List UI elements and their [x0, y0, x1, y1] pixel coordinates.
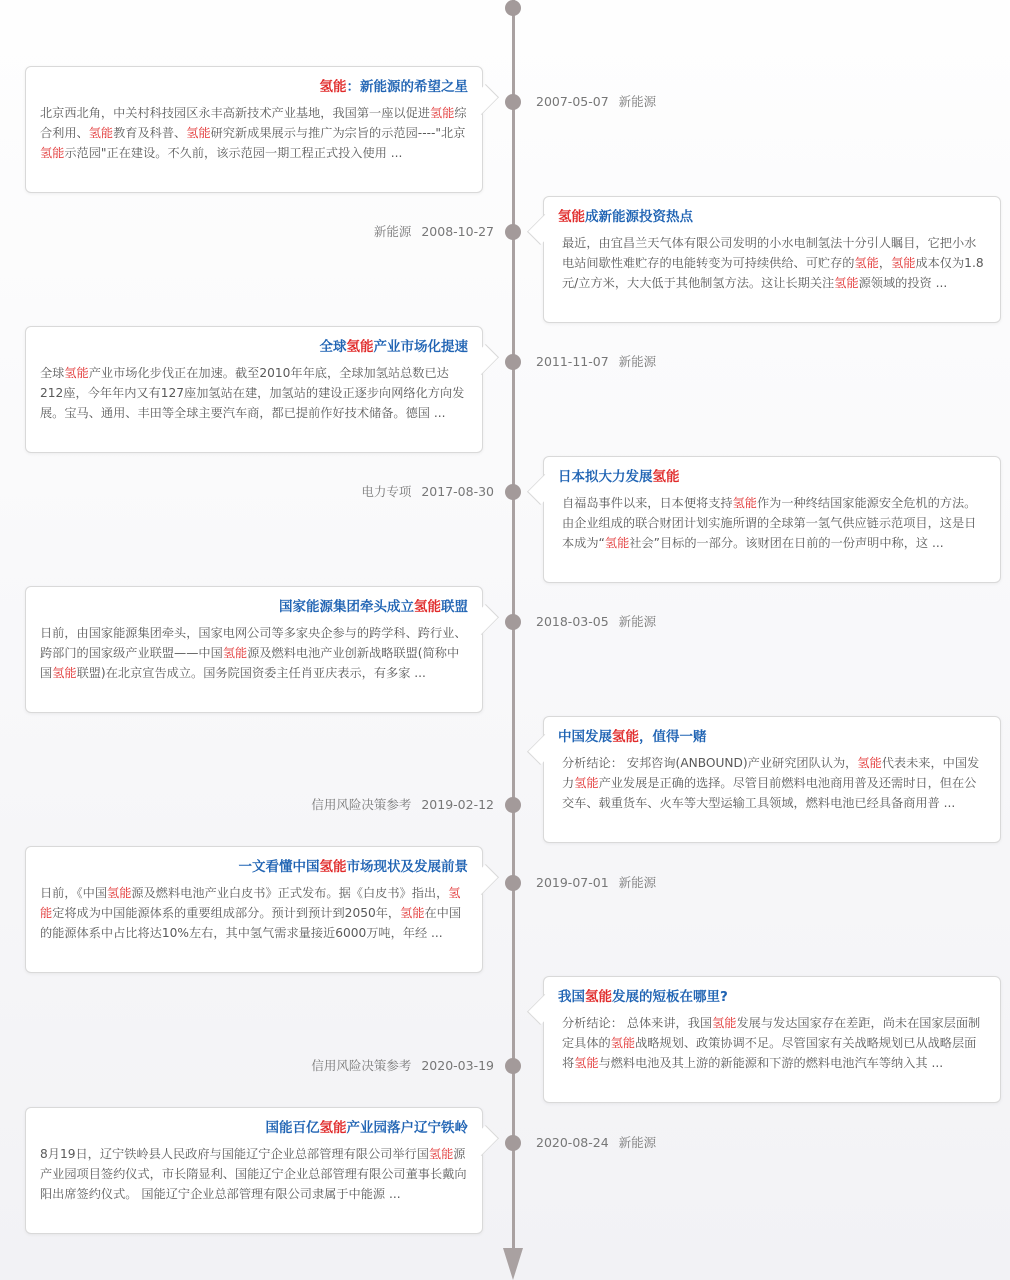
article-meta: [351, 484, 494, 500]
timeline-card[interactable]: [543, 456, 1001, 583]
keyword-highlight: 氢能: [712, 1016, 737, 1030]
text-run: 一文看懂中国: [238, 859, 320, 875]
article-title-link[interactable]: [40, 337, 468, 357]
text-run: 社会”目标的一部分。该财团在日前的一份声明中称，这 ...: [629, 536, 944, 550]
article-date: 2020-03-19: [421, 1058, 494, 1073]
text-run: 在中国的能源体系中占比将达10%左右，其中氢气需求量接近6000万吨，年经 ...: [40, 906, 462, 940]
article-title-link[interactable]: [40, 857, 468, 877]
article-meta: [536, 354, 666, 370]
article-source: 新能源: [618, 94, 657, 109]
text-run: 教育及科普、: [113, 126, 187, 140]
summary-text: [40, 106, 467, 160]
keyword-highlight: 氢能: [414, 599, 441, 615]
keyword-highlight: 氢能: [604, 536, 630, 550]
title-segment: [239, 859, 469, 875]
title-segment: [320, 339, 469, 355]
article-source: 信用风险决策参考: [311, 1058, 412, 1073]
text-run: 发展与发达国家存在差距，尚未在国家层面制定具体的: [562, 1016, 981, 1050]
keyword-highlight: 氢能: [64, 366, 89, 380]
summary-text: [40, 626, 467, 680]
title-segment: [279, 599, 468, 615]
timeline-dot: [505, 354, 521, 370]
keyword-highlight: 氢能: [346, 339, 374, 355]
article-meta: [536, 614, 666, 630]
text-run: 分析结论： 总体来讲，我国: [562, 1016, 713, 1030]
article-source: 新能源: [618, 614, 657, 629]
summary-text: [562, 496, 976, 550]
timeline-dot: [505, 224, 521, 240]
timeline-card[interactable]: [25, 66, 483, 193]
article-source: 新能源: [618, 1135, 657, 1150]
article-summary: [40, 623, 468, 703]
timeline-dot: [505, 484, 521, 500]
article-date: 2019-07-01: [536, 875, 609, 890]
text-run: 我国: [558, 989, 585, 1005]
text-run: ：新能源的希望之星: [346, 79, 468, 95]
article-summary: [558, 753, 986, 833]
title-segment: [558, 469, 680, 485]
summary-text: [40, 1147, 467, 1201]
summary-text: [40, 886, 461, 940]
text-run: 源及燃料电池产业白皮书》正式发布。据《白皮书》指出，: [131, 886, 449, 900]
text-run: 产业园落户辽宁铁岭: [346, 1120, 468, 1136]
article-source: 电力专项: [361, 484, 412, 499]
text-run: ，值得一赌: [639, 729, 707, 745]
title-segment: [558, 729, 707, 745]
keyword-highlight: 氢能: [585, 989, 612, 1005]
text-run: 日前，由国家能源集团牵头，国家电网公司等多家央企参与的跨学科、跨行业、跨部门的国家级产业联盟——中国: [40, 626, 467, 660]
keyword-highlight: 氢能: [732, 496, 757, 510]
text-run: 联盟: [441, 599, 468, 615]
timeline-dot: [505, 1135, 521, 1151]
keyword-highlight: 氢能: [400, 906, 425, 920]
keyword-highlight: 氢能: [430, 106, 455, 120]
text-run: 8月19日，辽宁铁岭县人民政府与国能辽宁企业总部管理有限公司举行国: [40, 1147, 429, 1161]
article-title-link[interactable]: [40, 1118, 468, 1138]
text-run: 定将成为中国能源体系的重要组成部分。预计到预计到2050年，: [52, 906, 401, 920]
title-segment: [558, 989, 728, 1005]
article-meta: [536, 1135, 666, 1151]
text-run: 国能百亿: [265, 1120, 320, 1136]
keyword-highlight: 氢能: [574, 1056, 599, 1070]
text-run: 产业市场化步伐正在加速。截至2010年年底，全球加氢站总数已达212座，今年年内又有127座加氢站在建，加氢站的建设正逐步向网络化方向发展。宝马、通用、丰田等全球主要汽车商，都已提前作好技术储备。德国 ...: [40, 366, 465, 420]
timeline-card[interactable]: [25, 586, 483, 713]
keyword-highlight: 氢能: [40, 146, 65, 160]
text-run: 示范园"正在建设。不久前，该示范园一期工程正式投入使用 ...: [64, 146, 403, 160]
article-source: 新能源: [373, 224, 412, 239]
article-title-link[interactable]: [558, 207, 986, 227]
article-summary: [40, 883, 468, 963]
timeline-dot: [505, 94, 521, 110]
article-title-link[interactable]: [558, 727, 986, 747]
text-run: 最近，由宜昌兰天气体有限公司发明的小水电制氢法十分引人瞩目，它把小水电站间歇性难贮存的电能转变为可持续供给、可贮存的: [562, 236, 977, 270]
timeline-dot: [505, 797, 521, 813]
text-run: 发展的短板在哪里?: [612, 989, 728, 1005]
keyword-highlight: 氢能: [319, 859, 347, 875]
article-summary: [40, 1144, 468, 1224]
article-date: 2020-08-24: [536, 1135, 609, 1150]
text-run: 成本仅为1.8元/立方米，大大低于其他制氢方法。这让长期关注: [562, 256, 984, 290]
timeline-card[interactable]: [25, 1107, 483, 1234]
timeline-start-dot: [505, 0, 521, 16]
article-meta: [301, 797, 494, 813]
article-meta: [536, 94, 666, 110]
keyword-highlight: 氢能: [186, 126, 211, 140]
text-run: 全球: [40, 366, 65, 380]
article-date: 2011-11-07: [536, 354, 609, 369]
article-title-link[interactable]: [558, 987, 986, 1007]
keyword-highlight: 氢能: [652, 469, 680, 485]
article-summary: [558, 493, 986, 573]
article-date: 2008-10-27: [421, 224, 494, 239]
text-run: ，: [878, 256, 892, 270]
keyword-highlight: 氢能: [319, 1120, 347, 1136]
text-run: 综合利用、: [40, 106, 467, 140]
text-run: 联盟)在北京宣告成立。国务院国资委主任肖亚庆表示，有多家 ...: [76, 666, 426, 680]
article-meta: [364, 224, 494, 240]
article-meta: [301, 1058, 494, 1074]
keyword-highlight: 氢能: [612, 729, 639, 745]
text-run: 源及燃料电池产业创新战略联盟(简称中国: [40, 646, 460, 680]
article-date: 2017-08-30: [421, 484, 494, 499]
article-source: 信用风险决策参考: [311, 797, 412, 812]
text-run: 国家能源集团牵头成立: [279, 599, 414, 615]
keyword-highlight: 氢能: [610, 1036, 636, 1050]
text-run: 自福岛事件以来，日本便将支持: [562, 496, 733, 510]
article-title-link[interactable]: [558, 467, 986, 487]
text-run: 成新能源投资热点: [585, 209, 693, 225]
summary-text: [40, 366, 464, 420]
summary-text: [562, 1016, 980, 1070]
article-meta: [536, 875, 666, 891]
timeline-card[interactable]: [25, 326, 483, 453]
keyword-highlight: 氢能: [428, 1147, 454, 1161]
text-run: 北京西北角，中关村科技园区永丰高新技术产业基地，我国第一座以促进: [40, 106, 430, 120]
text-run: 中国发展: [558, 729, 612, 745]
timeline-card[interactable]: [543, 976, 1001, 1103]
summary-text: [562, 236, 984, 290]
text-run: 市场现状及发展前景: [346, 859, 468, 875]
article-date: 2019-02-12: [421, 797, 494, 812]
keyword-highlight: 氢能: [834, 276, 859, 290]
text-run: 源产业园项目签约仪式，市长隋显利、国能辽宁企业总部管理有限公司董事长戴向阳出席签约仪式。 国能辽宁企业总部管理有限公司隶属于中能源 ...: [40, 1147, 467, 1201]
keyword-highlight: 氢能: [854, 256, 879, 270]
text-run: 日本拟大力发展: [558, 469, 653, 485]
article-title-link[interactable]: [40, 597, 468, 617]
timeline-dot: [505, 614, 521, 630]
text-run: 产业发展是正确的选择。尽管目前燃料电池商用普及还需时日，但在公交车、载重货车、火车等大型运输工具领域，燃料电池已经具备商用普 ...: [562, 776, 977, 810]
title-segment: [320, 79, 469, 95]
keyword-highlight: 氢能: [891, 256, 916, 270]
text-run: 与燃料电池及其上游的新能源和下游的燃料电池汽车等纳入其 ...: [598, 1056, 944, 1070]
summary-text: [562, 756, 979, 810]
keyword-highlight: 氢能: [319, 79, 347, 95]
text-run: 作为一种终结国家能源安全危机的方法。 由企业组成的联合财团计划实施所谓的全球第一氢气供应链示范项目，这是日本成为“: [562, 496, 977, 550]
timeline-dot: [505, 875, 521, 891]
text-run: 全球: [319, 339, 347, 355]
text-run: 日前，《中国: [40, 886, 108, 900]
text-run: 代表未来，中国发力: [562, 756, 980, 790]
text-run: 分析结论： 安邦咨询(ANBOUND)产业研究团队认为，: [562, 756, 858, 770]
title-segment: [558, 209, 693, 225]
article-date: 2007-05-07: [536, 94, 609, 109]
keyword-highlight: 氢能: [558, 209, 585, 225]
keyword-highlight: 氢能: [574, 776, 599, 790]
text-run: 研究新成果展示与推广为宗旨的示范园----"北京: [210, 126, 466, 140]
text-run: 源领域的投资 ...: [858, 276, 948, 290]
keyword-highlight: 氢能: [40, 886, 461, 920]
timeline-dot: [505, 1058, 521, 1074]
keyword-highlight: 氢能: [107, 886, 132, 900]
timeline-card[interactable]: [543, 716, 1001, 843]
timeline-card[interactable]: [25, 846, 483, 973]
article-source: 新能源: [618, 354, 657, 369]
keyword-highlight: 氢能: [52, 666, 77, 680]
article-summary: [40, 363, 468, 443]
text-run: 产业市场化提速: [373, 339, 468, 355]
article-source: 新能源: [618, 875, 657, 890]
keyword-highlight: 氢能: [88, 126, 114, 140]
article-summary: [558, 233, 986, 313]
title-segment: [266, 1120, 469, 1136]
timeline-card[interactable]: [543, 196, 1001, 323]
article-title-link[interactable]: [40, 77, 468, 97]
text-run: 战略规划、政策协调不足。尽管国家有关战略规划已从战略层面将: [562, 1036, 977, 1070]
article-summary: [40, 103, 468, 183]
keyword-highlight: 氢能: [222, 646, 248, 660]
article-summary: [558, 1013, 986, 1093]
keyword-highlight: 氢能: [857, 756, 882, 770]
article-date: 2018-03-05: [536, 614, 609, 629]
timeline-arrow-down-icon: [503, 1248, 523, 1280]
